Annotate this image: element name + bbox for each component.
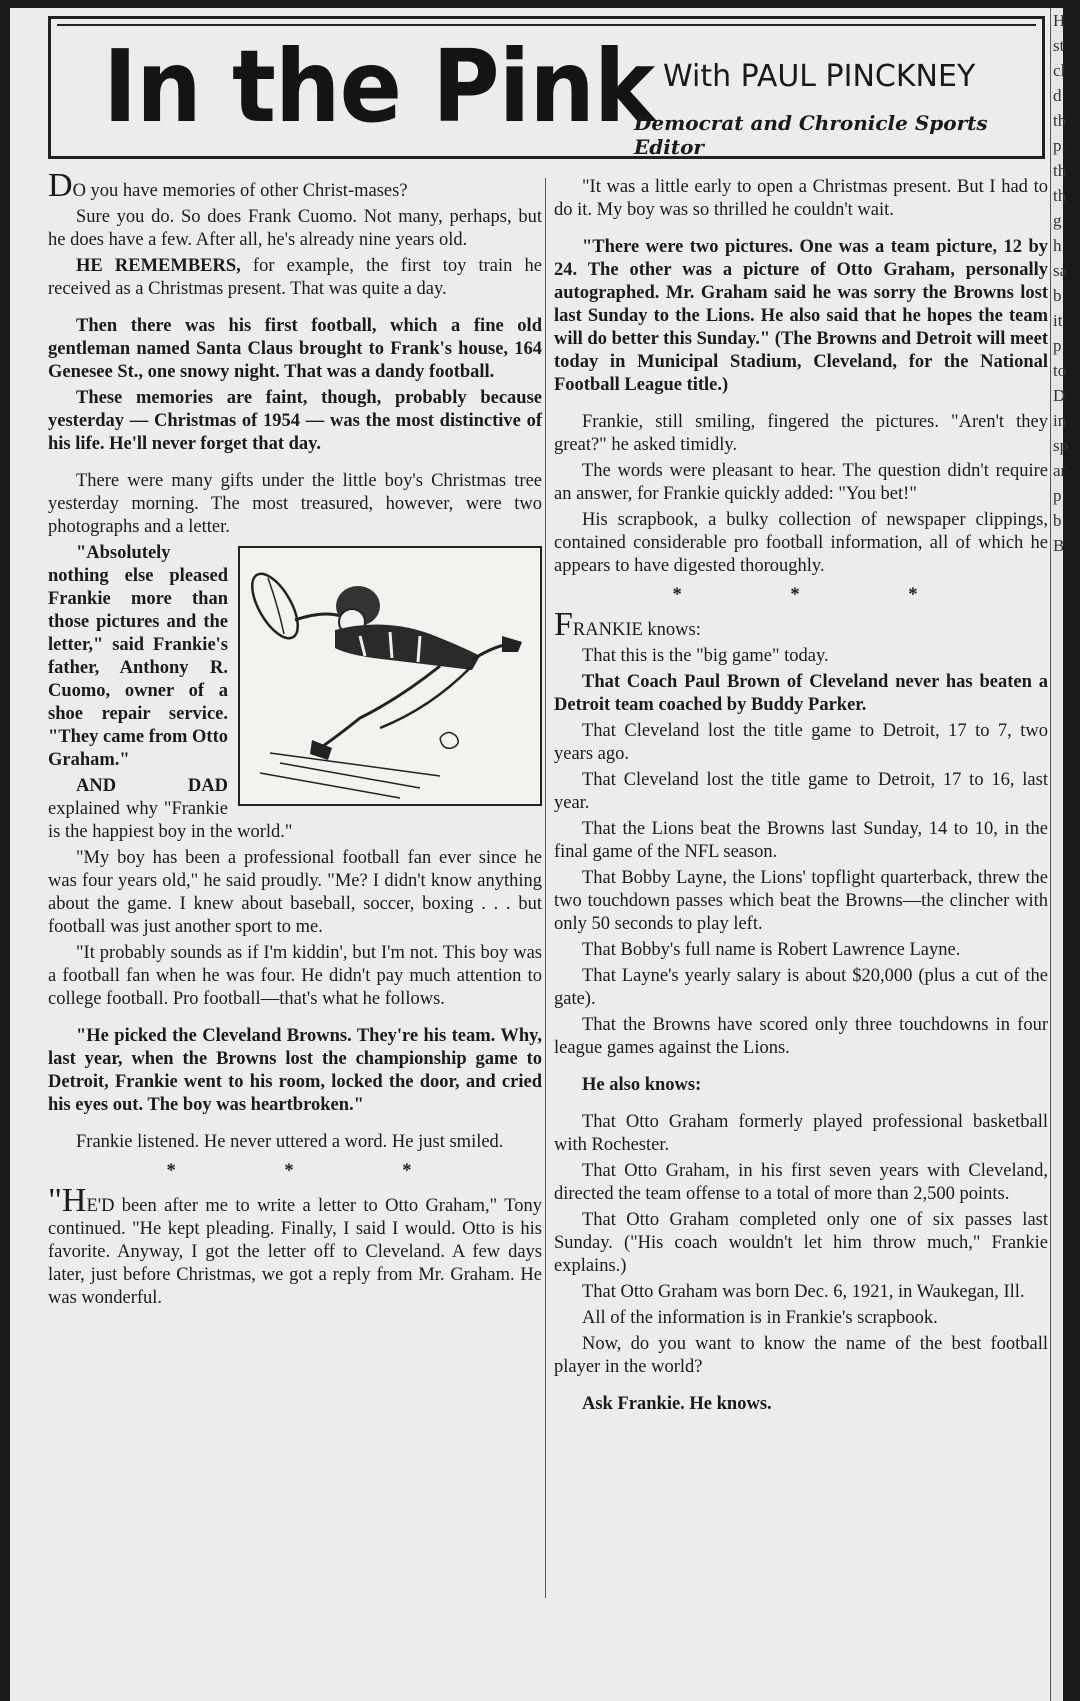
- newspaper-page: [10, 8, 1069, 1701]
- paragraph: "HE'D been after me to write a letter to Otto Graham," Tony continued. "He kept pleading. Finally, I said I would. Otto is his favorite. Anyway, I got the letter off to Cleveland. A few days later, just before Christmas, we got a reply from Mr. Graham. He was wonderful.: [48, 1182, 542, 1308]
- edge-text: th: [1053, 161, 1067, 180]
- paragraph: DO you have memories of other Christ-mases?: [48, 167, 408, 204]
- edge-text: p: [1053, 336, 1062, 355]
- paragraph: AND DAD explained why "Frankie is the happiest boy in the world.": [48, 776, 293, 842]
- edge-text: cl: [1053, 61, 1066, 80]
- edge-text: D: [1053, 386, 1066, 405]
- edge-text: sa: [1053, 261, 1068, 280]
- drop-cap: F: [554, 606, 573, 643]
- paragraph: HE REMEMBERS, for example, the first toy train he received as a Christmas present. That was quite a day.: [48, 256, 542, 299]
- section-break-stars: * * *: [166, 1161, 464, 1181]
- paragraph: "He picked the Cleveland Browns. They're his team. Why, last year, when the Browns lost the championship game to Detroit, Frankie went to his room, locked the door, and cried his eyes out. The boy was heartbroken.": [48, 1026, 542, 1115]
- paragraph: Frankie, still smiling, fingered the pictures. "Aren't they great?" he asked timidly.: [554, 412, 1048, 455]
- edge-text: d: [1053, 86, 1062, 105]
- illustration-wrap: [48, 542, 542, 844]
- fact-item: That Otto Graham completed only one of six passes last Sunday. ("His coach wouldn't let him throw much," Frankie explains.): [554, 1210, 1048, 1276]
- edge-text: H: [1053, 11, 1066, 30]
- edge-text: th: [1053, 111, 1067, 130]
- edge-text: p.: [1053, 136, 1066, 155]
- edge-text: b: [1053, 286, 1062, 305]
- paragraph-lead: AND DAD: [76, 776, 228, 796]
- edge-text: it: [1053, 311, 1063, 330]
- fact-item: That the Browns have scored only three touchdowns in four league games against the Lions.: [554, 1015, 1048, 1058]
- paragraph-lead: HE REMEMBERS,: [76, 256, 241, 276]
- paragraph: There were many gifts under the little boy's Christmas tree yesterday morning. The most treasured, however, were two photographs and a letter.: [48, 471, 542, 537]
- paragraph: "My boy has been a professional football fan ever since he was four years old," he said proudly. "Me? I didn't know anything about the game. I knew about baseball, soccer, boxing . . . but football was just another sport to me.: [48, 848, 542, 937]
- drop-cap: "H: [48, 1182, 87, 1219]
- fact-item: That Otto Graham formerly played professional basketball with Rochester.: [554, 1112, 1048, 1155]
- dust-puff: [440, 732, 458, 748]
- football-icon: [243, 567, 307, 645]
- paragraph: These memories are faint, though, probably because yesterday — Christmas of 1954 — was the most distinctive of his life. He'll never forget that day.: [48, 388, 542, 454]
- fact-item: That Otto Graham, in his first seven years with Cleveland, directed the team offense to a total of more than 2,500 points.: [554, 1161, 1048, 1204]
- fact-item: That Cleveland lost the title game to Detroit, 17 to 7, two years ago.: [554, 721, 1048, 764]
- left-column: [48, 167, 542, 1313]
- edge-text: ar: [1053, 461, 1067, 480]
- column-masthead: [48, 16, 1045, 159]
- paragraph: The words were pleasant to hear. The question didn't require an answer, for Frankie quickly added: "You bet!": [554, 461, 1048, 504]
- paragraph: FRANKIE knows:: [554, 606, 701, 643]
- fact-item: That Cleveland lost the title game to Detroit, 17 to 16, last year.: [554, 770, 1048, 813]
- motion-lines: [260, 753, 440, 798]
- player-cleat: [502, 636, 522, 652]
- edge-text: to: [1053, 361, 1067, 380]
- paragraph: Then there was his first football, which a fine old gentleman named Santa Claus brought to Frank's house, 164 Genesee St., one snowy night. That was a dandy football.: [48, 316, 542, 382]
- paragraph: Frankie listened. He never uttered a word. He just smiled.: [76, 1132, 504, 1152]
- edge-text: B: [1053, 536, 1065, 555]
- fact-item: That this is the "big game" today.: [582, 646, 829, 666]
- edge-text: p: [1053, 486, 1062, 505]
- column-divider: [545, 178, 546, 1598]
- paragraph: "It was a little early to open a Christmas present. But I had to do it. My boy was so thrilled he couldn't wait.: [554, 177, 1048, 220]
- fact-item: That Bobby's full name is Robert Lawrence Layne.: [582, 940, 961, 960]
- paragraph: "It probably sounds as if I'm kiddin', but I'm not. This boy was a football fan when he was four. He didn't pay much attention to college football. Pro football—that's what he follows.: [48, 943, 542, 1009]
- right-column: [554, 176, 1048, 1419]
- football-player-drawing: [240, 548, 540, 804]
- fact-item: That Coach Paul Brown of Cleveland never has beaten a Detroit team coached by Buddy Parker.: [554, 672, 1048, 715]
- edge-text: h: [1053, 236, 1062, 255]
- subheading: He also knows:: [582, 1075, 702, 1095]
- player-jersey: [335, 625, 480, 670]
- paragraph: "Absolutely nothing else pleased Frankie more than those pictures and the letter," said Frankie's father, Anthony R. Cuomo, owner of a shoe repair service. "They came from Otto Graham.": [48, 543, 228, 770]
- paragraph: Ask Frankie. He knows.: [582, 1394, 772, 1414]
- edge-text: b: [1053, 511, 1062, 530]
- drop-cap: D: [48, 167, 73, 204]
- adjacent-column-fragment: [1050, 8, 1069, 1701]
- edge-text: th: [1053, 186, 1067, 205]
- fact-item: That Layne's yearly salary is about $20,000 (plus a cut of the gate).: [554, 966, 1048, 1009]
- paragraph: Sure you do. So does Frank Cuomo. Not many, perhaps, but he does have a few. After all, he's already nine years old.: [48, 207, 542, 250]
- edge-text: st: [1053, 36, 1065, 55]
- masthead-inner-rule: [57, 24, 1036, 26]
- column-subline: Democrat and Chronicle Sports Editor: [634, 111, 988, 159]
- paragraph: Now, do you want to know the name of the best football player in the world?: [554, 1334, 1048, 1377]
- paragraph: His scrapbook, a bulky collection of newspaper clippings, contained considerable pro football information, all of which he appears to have digested thoroughly.: [554, 510, 1048, 576]
- column-byline: With PAUL PINCKNEY: [663, 59, 976, 94]
- section-break-stars: * * *: [672, 585, 970, 605]
- edge-text: in: [1053, 411, 1067, 430]
- paragraph: "There were two pictures. One was a team picture, 12 by 24. The other was a picture of Otto Graham, personally autographed. Mr. Graham said he was sorry the Browns lost last Sunday to the Lions. He also said that he hopes the team will do better this Sunday." (The Browns and Detroit will meet today in Municipal Stadium, Cleveland, for the National Football League title.): [554, 237, 1048, 395]
- column-title: In the Pink: [103, 28, 655, 145]
- fact-item: That Bobby Layne, the Lions' topflight quarterback, threw the two touchdown passes which beat the Browns—the clincher with only 50 seconds to play left.: [554, 868, 1048, 934]
- fact-item: That the Lions beat the Browns last Sunday, 14 to 10, in the final game of the NFL season.: [554, 819, 1048, 862]
- football-player-illustration: [238, 546, 542, 806]
- edge-text: g: [1053, 211, 1062, 230]
- paragraph: All of the information is in Frankie's scrapbook.: [582, 1308, 938, 1328]
- fact-item: That Otto Graham was born Dec. 6, 1921, in Waukegan, Ill.: [582, 1282, 1025, 1302]
- edge-text: sp: [1053, 436, 1069, 455]
